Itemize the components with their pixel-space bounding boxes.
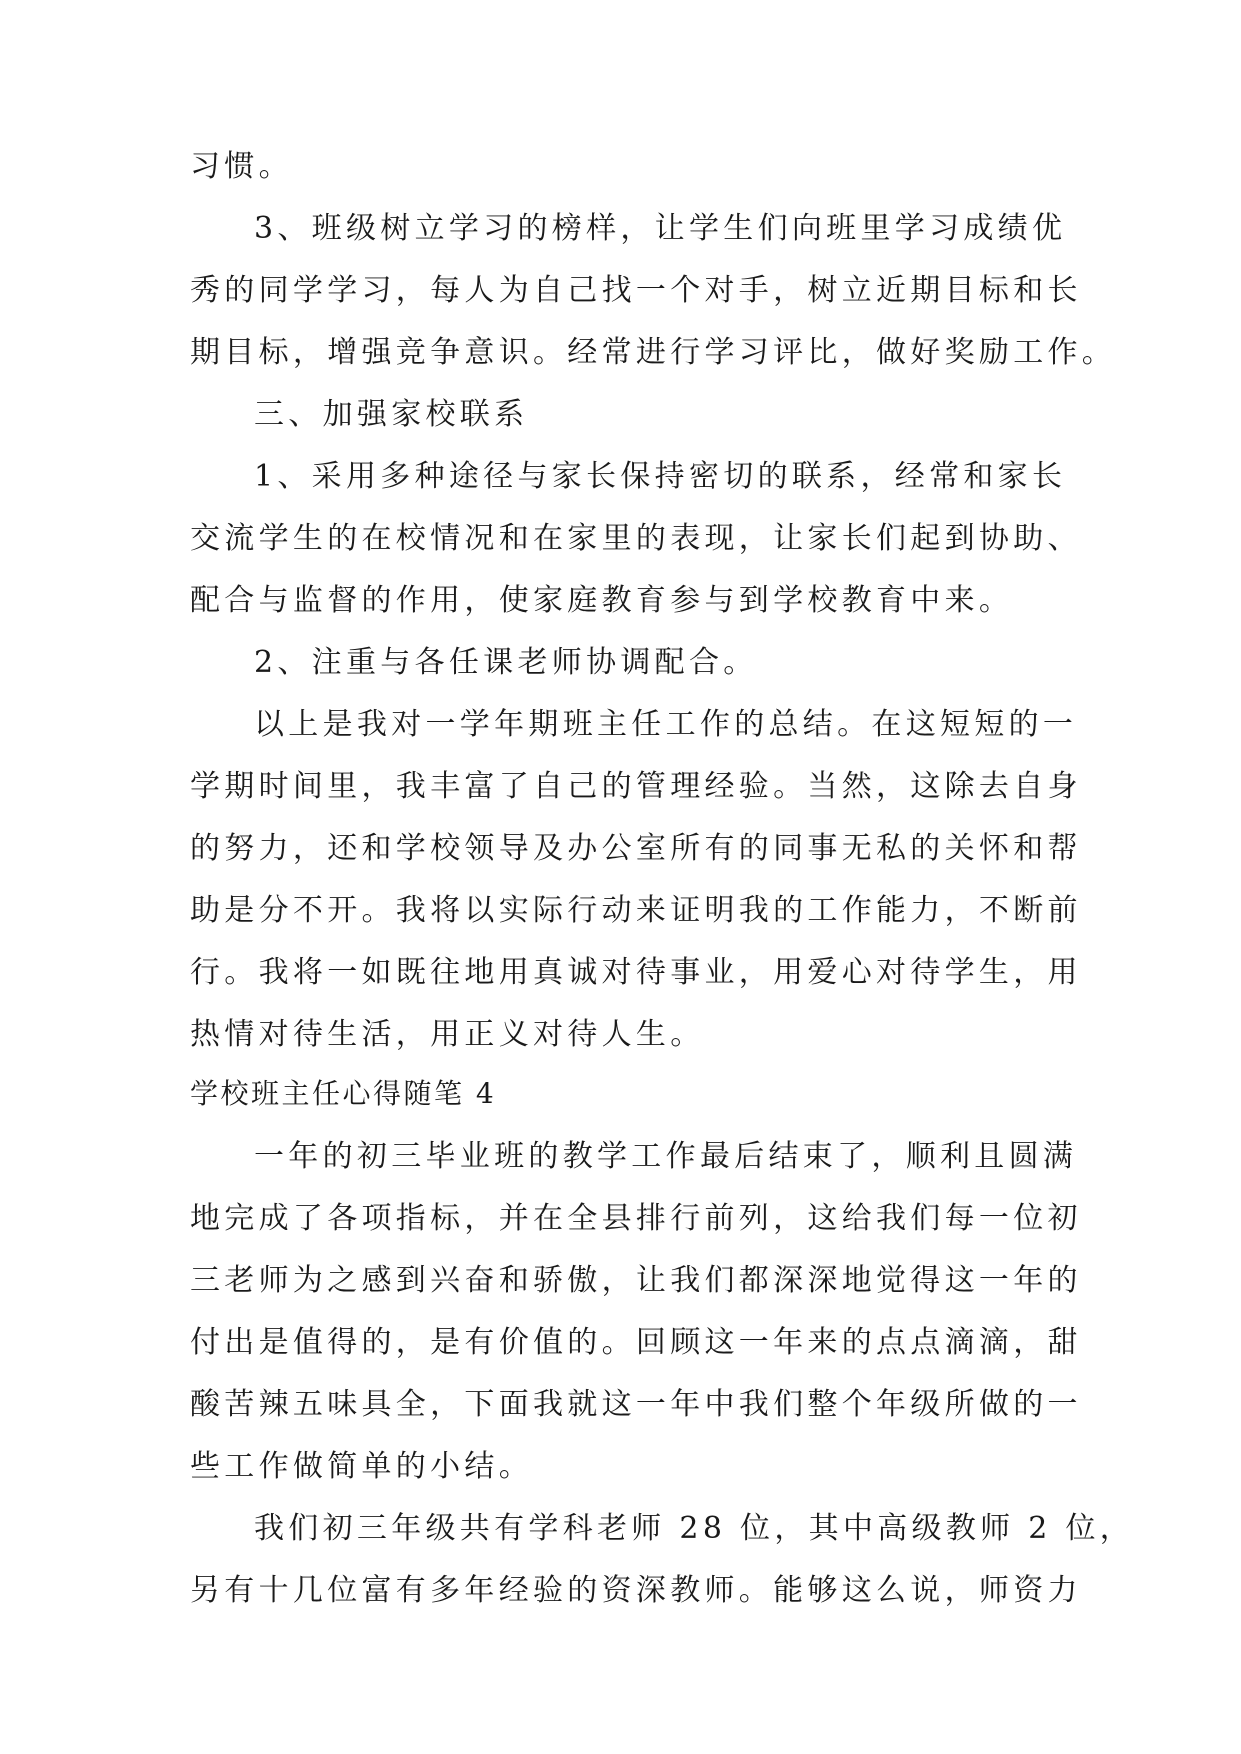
text-line: 另有十几位富有多年经验的资深教师。能够这么说，师资力	[190, 1573, 1082, 1608]
text-line: 酸苦辣五味具全，下面我就这一年中我们整个年级所做的一	[190, 1387, 1082, 1422]
text-line: 三老师为之感到兴奋和骄傲，让我们都深深地觉得这一年的	[190, 1263, 1082, 1298]
text-line: 些工作做简单的小结。	[190, 1449, 533, 1484]
text-line: 配合与监督的作用，使家庭教育参与到学校教育中来。	[190, 583, 1014, 618]
text-line: 的努力，还和学校领导及办公室所有的同事无私的关怀和帮	[190, 831, 1082, 866]
text-line: 地完成了各项指标，并在全县排行前列，这给我们每一位初	[190, 1201, 1082, 1236]
text-line: 一年的初三毕业班的教学工作最后结束了，顺利且圆满	[254, 1139, 1078, 1174]
text-line: 助是分不开。我将以实际行动来证明我的工作能力，不断前	[190, 893, 1082, 928]
article-title: 学校班主任心得随笔 4	[190, 1077, 497, 1110]
text-line: 2、注重与各任课老师协调配合。	[254, 645, 758, 680]
text-line: 秀的同学学习，每人为自己找一个对手，树立近期目标和长	[190, 273, 1082, 308]
text-line: 以上是我对一学年期班主任工作的总结。在这短短的一	[254, 707, 1078, 742]
text-line: 1、采用多种途径与家长保持密切的联系，经常和家长	[254, 459, 1067, 494]
text-line: 期目标，增强竞争意识。经常进行学习评比，做好奖励工作。	[190, 335, 1117, 370]
text-line: 付出是值得的，是有价值的。回顾这一年来的点点滴滴，甜	[190, 1325, 1082, 1360]
text-line: 热情对待生活，用正义对待人生。	[190, 1017, 705, 1052]
text-line: 交流学生的在校情况和在家里的表现，让家长们起到协助、	[190, 521, 1082, 556]
document-page	[190, 149, 1135, 1638]
text-line: 行。我将一如既往地用真诚对待事业，用爱心对待学生，用	[190, 955, 1082, 990]
text-line: 习惯。	[190, 149, 293, 184]
text-line: 我们初三年级共有学科老师 28 位，其中高级教师 2 位，	[254, 1511, 1135, 1546]
text-line: 学期时间里，我丰富了自己的管理经验。当然，这除去自身	[190, 769, 1082, 804]
text-line: 3、班级树立学习的榜样，让学生们向班里学习成绩优	[254, 211, 1067, 246]
section-heading: 三、加强家校联系	[254, 397, 529, 432]
